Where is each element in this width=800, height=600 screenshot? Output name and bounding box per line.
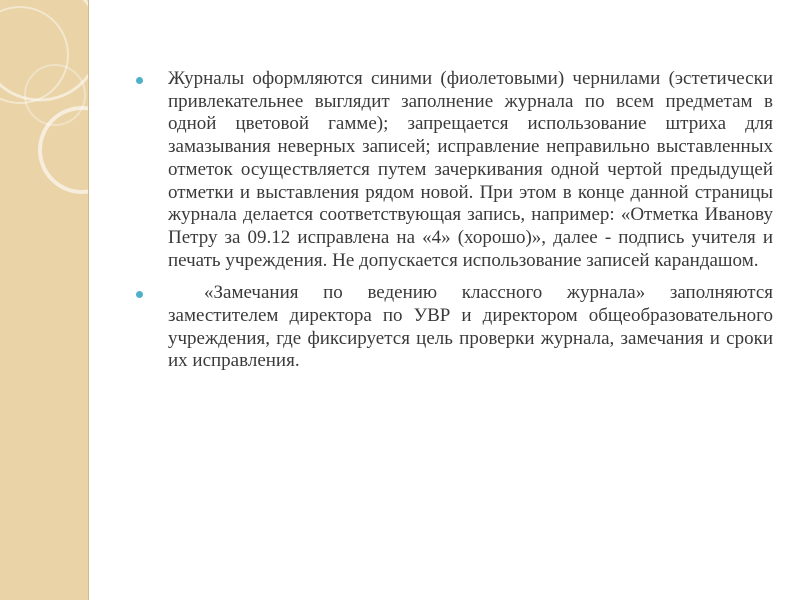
- decorative-circles: [0, 0, 88, 600]
- bullet-text: Журналы оформляются синими (фиолетовыми) чернилами (эстетически привлекательнее выглядит заполнение журнала по всем предметам в одной цветовой гамме); запрещается использование штриха для замазывания неверных записей; исправление неправильно выставленных отметок осуществляется путем зачеркивания одной чертой предыдущей отметки и выставления рядом новой. При этом в конце данной страницы журнала делается соответствующая запись, например: «Отметка Иванову Петру за 09.12 исправлена на «4» (хорошо)», далее - подпись учителя и печать учреждения. Не допускается использование записей карандашом.: [168, 68, 773, 271]
- bullet-item: [140, 68, 773, 272]
- bullet-text: «Замечания по ведению классного журнала» заполняются заместителем директора по УВР и директором общеобразовательного учреждения, где фиксируется цель проверки журнала, замечания и сроки их исправления.: [168, 282, 773, 372]
- decor-circle-3: [40, 108, 88, 192]
- decorative-side-panel: [0, 0, 89, 600]
- decor-circle-2: [0, 7, 68, 103]
- bullet-dot-icon: [136, 291, 143, 298]
- bullet-dot-icon: [136, 77, 143, 84]
- decor-circle-1: [0, 0, 88, 100]
- bullet-item: [140, 282, 773, 373]
- bullet-list: [140, 68, 773, 383]
